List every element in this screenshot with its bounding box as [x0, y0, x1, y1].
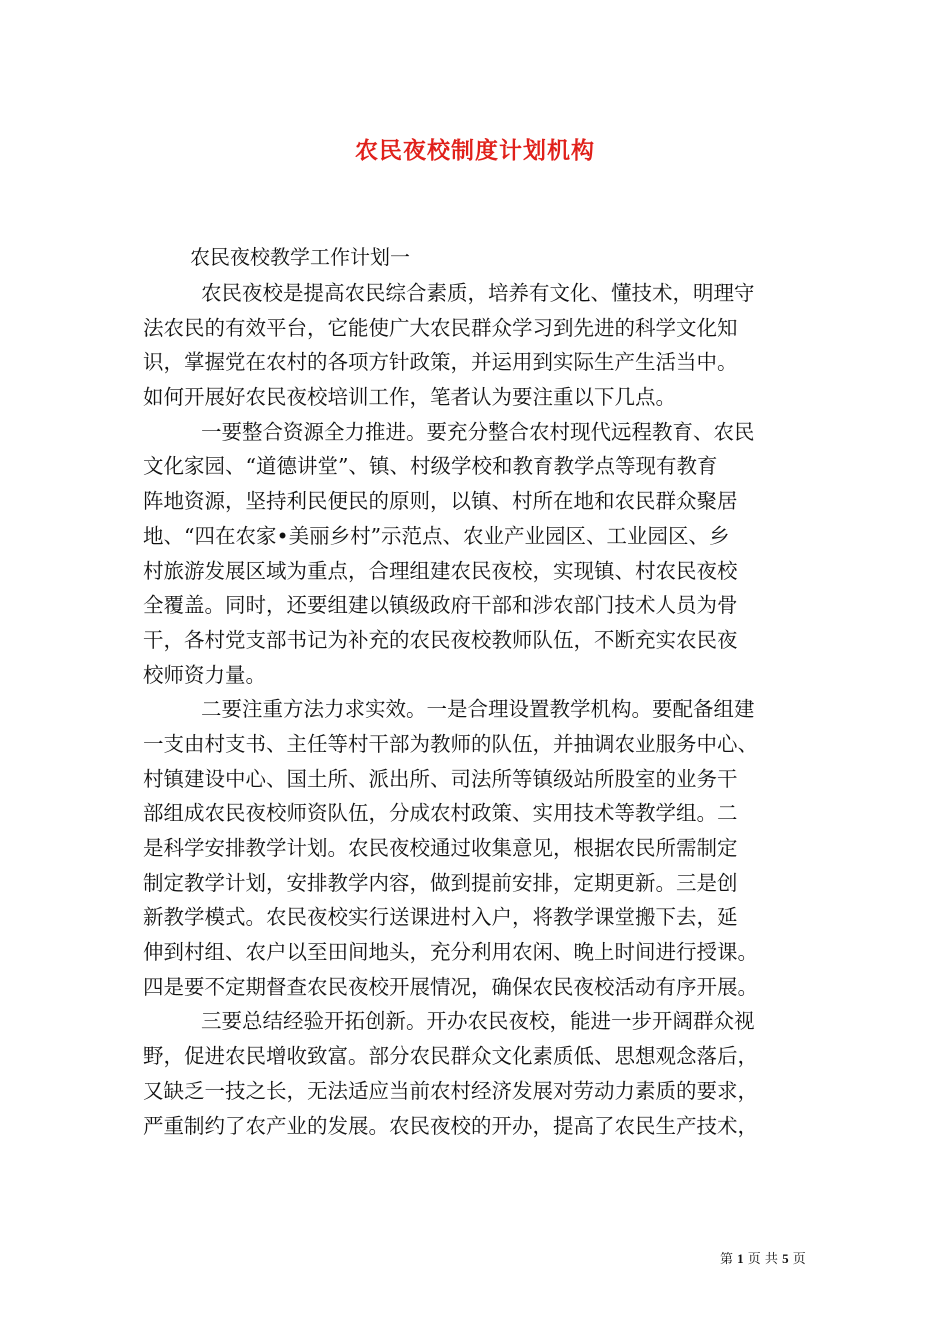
text-line: 村旅游发展区域为重点，合理组建农民夜校，实现镇、村农民夜校	[143, 558, 738, 583]
text-line: 野，促进农民增收致富。部分农民群众文化素质低、思想观念落后，	[143, 1044, 758, 1069]
section-subheading: 农民夜校教学工作计划一	[190, 245, 410, 269]
text-line: 是科学安排教学计划。农民夜校通过收集意见，根据农民所需制定	[143, 836, 738, 860]
text-line: 伸到村组、农户以至田间地头，充分利用农闲、晚上时间进行授课。	[143, 940, 758, 965]
text-line: 识，掌握党在农村的各项方针政策，并运用到实际生产生活当中。	[143, 350, 738, 375]
text-line: 二要注重方法力求实效。一是合理设置教学机构。要配备组建	[201, 697, 755, 722]
text-line: 一支由村支书、主任等村干部为教师的队伍，并抽调农业服务中心、	[143, 731, 758, 756]
text-line: 干，各村党支部书记为补充的农民夜校教师队伍，不断充实农民夜	[143, 627, 738, 652]
text-line: 一要整合资源全力推进。要充分整合农村现代远程教育、农民	[201, 419, 755, 444]
footer-middle: 页 共	[747, 1252, 778, 1267]
current-page-number: 1	[737, 1251, 744, 1266]
total-pages-number: 5	[782, 1251, 789, 1266]
text-line: 村镇建设中心、国土所、派出所、司法所等镇级站所股室的业务干	[143, 766, 738, 791]
text-line: 文化家园、“道德讲堂”、镇、村级学校和教育教学点等现有教育	[143, 454, 718, 479]
text-line: 严重制约了农产业的发展。农民夜校的开办，提高了农民生产技术，	[143, 1113, 758, 1138]
text-line: 法农民的有效平台，它能使广大农民群众学习到先进的科学文化知	[143, 315, 738, 340]
footer-prefix: 第	[720, 1252, 734, 1267]
text-line: 地、“四在农家•美丽乡村”示范点、农业产业园区、工业园区、乡	[143, 523, 730, 548]
text-line: 部组成农民夜校师资队伍，分成农村政策、实用技术等教学组。二	[143, 801, 738, 826]
text-line: 三要总结经验开拓创新。开办农民夜校，能进一步开阔群众视	[201, 1009, 755, 1034]
text-line: 又缺乏一技之长，无法适应当前农村经济发展对劳动力素质的要求，	[143, 1078, 758, 1103]
text-line: 阵地资源，坚持利民便民的原则，以镇、村所在地和农民群众聚居	[143, 489, 738, 514]
text-line: 四是要不定期督查农民夜校开展情况，确保农民夜校活动有序开展。	[143, 974, 758, 999]
document-title: 农民夜校制度计划机构	[355, 137, 595, 164]
footer-suffix: 页	[792, 1252, 806, 1267]
text-line: 全覆盖。同时，还要组建以镇级政府干部和涉农部门技术人员为骨	[143, 593, 738, 618]
body-text	[143, 276, 813, 1143]
text-line: 农民夜校是提高农民综合素质，培养有文化、懂技术，明理守	[201, 281, 755, 305]
page-footer	[720, 1248, 806, 1267]
text-line: 制定教学计划，安排教学内容，做到提前安排，定期更新。三是创	[143, 870, 738, 895]
text-line: 如何开展好农民夜校培训工作，笔者认为要注重以下几点。	[143, 385, 676, 410]
text-line: 校师资力量。	[143, 662, 266, 687]
text-line: 新教学模式。农民夜校实行送课进村入户，将教学课堂搬下去，延	[143, 905, 738, 930]
